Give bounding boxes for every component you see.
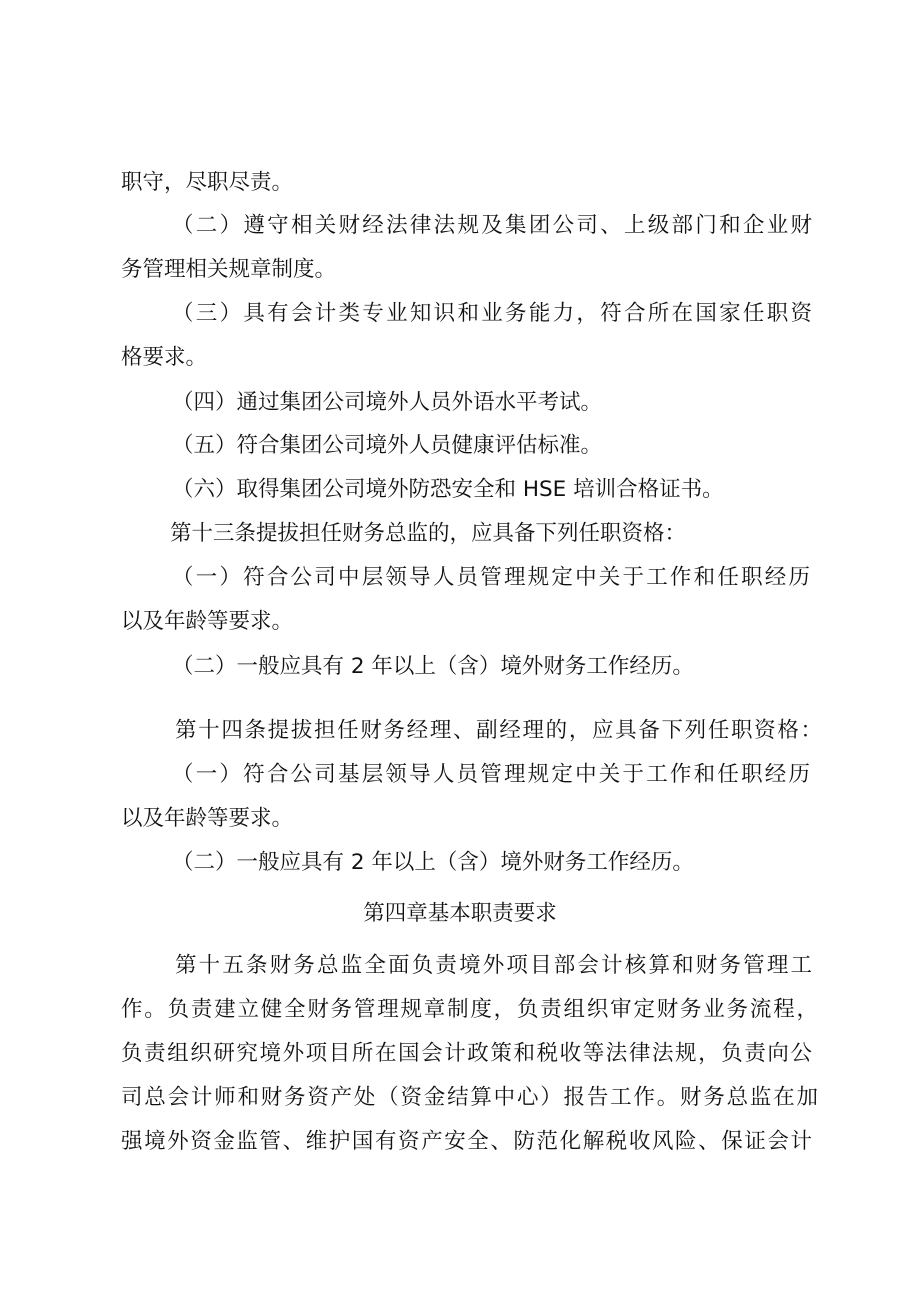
paragraph-line: 司总会计师和财务资产处（资金结算中心）报告工作。财务总监在加 [121,1085,818,1110]
paragraph-line: （六）取得集团公司境外防恐安全和 HSE 培训合格证书。 [172,477,724,502]
paragraph-line: （二）一般应具有 2 年以上（含）境外财务工作经历。 [172,850,694,875]
paragraph-line: （二）遵守相关财经法律法规及集团公司、上级部门和企业财 [172,213,812,238]
paragraph-line: （二）一般应具有 2 年以上（含）境外财务工作经历。 [172,654,694,679]
paragraph-line: （一）符合公司中层领导人员管理规定中关于工作和任职经历 [172,565,810,590]
article-title: 第十四条提拔担任财务经理、副经理的，应具备下列任职资格： [175,718,822,743]
paragraph-line: 务管理相关规章制度。 [121,257,337,282]
paragraph-line: （三）具有会计类专业知识和业务能力，符合所在国家任职资 [172,301,812,326]
paragraph-line: 职守，尽职尽责。 [121,170,294,195]
article-title: 第十三条提拔担任财务总监的，应具备下列任职资格： [170,521,687,546]
paragraph-line: 强境外资金监管、维护国有资产安全、防范化解税收风险、保证会计 [121,1129,812,1154]
paragraph-line: 以及年龄等要求。 [121,609,294,634]
paragraph-line: 以及年龄等要求。 [121,806,294,831]
chapter-heading: 第四章基本职责要求 [363,901,557,926]
paragraph-line: （五）符合集团公司境外人员健康评估标准。 [172,433,603,458]
paragraph-line: 第十五条财务总监全面负责境外项目部会计核算和财务管理工 [175,953,812,978]
paragraph-line: 作。负责建立健全财务管理规章制度，负责组织审定财务业务流程， [121,997,818,1022]
paragraph-line: 格要求。 [121,345,208,370]
paragraph-line: 负责组织研究境外项目所在国会计政策和税收等法律法规，负责向公 [121,1041,812,1066]
paragraph-line: （四）通过集团公司境外人员外语水平考试。 [172,390,603,415]
paragraph-line: （一）符合公司基层领导人员管理规定中关于工作和任职经历 [172,762,810,787]
